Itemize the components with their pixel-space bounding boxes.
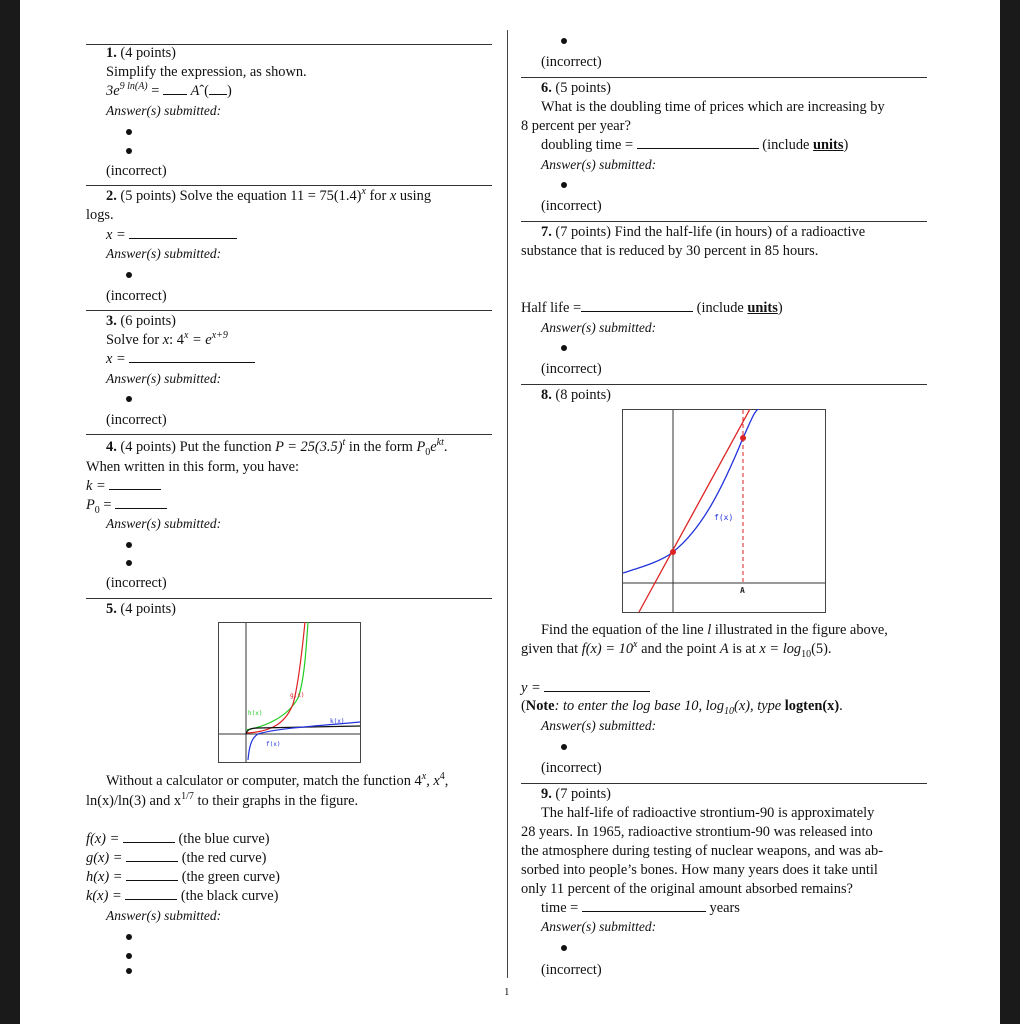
q4-status: (incorrect) <box>106 575 167 591</box>
q2-prompt-cont: logs. <box>86 207 114 223</box>
q3-header: 3. (6 points) <box>106 313 176 329</box>
q5-label-h: h(x) <box>248 710 263 717</box>
q9-answers-label: Answer(s) submitted: <box>541 919 657 934</box>
q5-prompt-line2: ln(x)/ln(3) and $x^{1/7}$ to their graphs in the figure. <box>86 791 359 809</box>
q5-h-blank[interactable] <box>126 868 178 881</box>
q1-bullet-2 <box>126 148 132 154</box>
q3-prompt: Solve for x: $4^x = e^{x+9}$ <box>106 330 228 348</box>
q6-prompt-line1: What is the doubling time of prices which are increasing by <box>541 99 885 115</box>
q5-function-graph <box>218 622 361 763</box>
q5-bullet-1 <box>126 934 132 940</box>
q5-label-f: f(x) <box>266 741 281 748</box>
q1-prompt: Simplify the expression, as shown. <box>106 64 307 80</box>
q5-row-h: h(x) = (the green curve) <box>86 869 280 885</box>
q8-prompt-line1: Find the equation of the line l illustrated in the figure above, <box>541 622 888 638</box>
q8-point-intercept <box>670 549 676 555</box>
q8-answers-label: Answer(s) submitted: <box>541 718 657 733</box>
q4-p0-row: $P_0$ = <box>86 496 167 515</box>
q5-f-blank[interactable] <box>123 830 175 843</box>
q8-answer-blank[interactable] <box>544 679 650 692</box>
q3-answer-blank[interactable] <box>129 350 255 363</box>
q9-top-rule <box>521 783 927 784</box>
q8-status: (incorrect) <box>541 760 602 776</box>
q4-bullet-2 <box>126 560 132 566</box>
q8-bullet-1 <box>561 744 567 750</box>
q5-row-g: g(x) = (the red curve) <box>86 850 267 866</box>
q6-bullet-1 <box>561 182 567 188</box>
q9-prompt-line3: the atmosphere during testing of nuclear weapons, and was ab- <box>521 843 884 859</box>
q5-g-blank[interactable] <box>126 849 178 862</box>
q4-top-rule <box>86 434 492 435</box>
q1-exponent-blank[interactable] <box>209 82 227 95</box>
q5-prompt-line1: Without a calculator or computer, match the function 4$^x$, $x^4$, <box>106 771 449 789</box>
q6-answer-blank[interactable] <box>637 136 759 149</box>
page-number: 1 <box>504 986 510 998</box>
q8-graph-frame <box>623 410 826 613</box>
q4-k-blank[interactable] <box>109 477 161 490</box>
q5-status: (incorrect) <box>541 54 602 70</box>
q5-bullet-3 <box>126 968 132 974</box>
q5-label-k: k(x) <box>330 718 345 725</box>
q5-row-k: k(x) = (the black curve) <box>86 888 279 904</box>
q8-prompt-line2: given that $f(x) = 10^x$ and the point A is at $x = \log_{10}(5)$. <box>521 639 832 660</box>
q5-cont-bullet <box>561 38 567 44</box>
q9-answer-blank[interactable] <box>582 899 706 912</box>
q2-status: (incorrect) <box>106 288 167 304</box>
q7-status: (incorrect) <box>541 361 602 377</box>
column-divider <box>507 30 508 978</box>
q7-prompt-line2: substance that is reduced by 30 percent in 85 hours. <box>521 243 819 259</box>
q9-answer-row: time = years <box>541 900 740 916</box>
q3-bullet-1 <box>126 396 132 402</box>
q3-answer-row: x = <box>106 350 255 369</box>
q9-header: 9. (7 points) <box>541 786 611 802</box>
q6-status: (incorrect) <box>541 198 602 214</box>
q9-status: (incorrect) <box>541 962 602 978</box>
q7-answer-blank[interactable] <box>581 299 693 312</box>
q4-answers-label: Answer(s) submitted: <box>106 516 222 531</box>
q4-bullet-1 <box>126 542 132 548</box>
q5-row-f: f(x) = (the blue curve) <box>86 831 270 847</box>
q1-header: 1. (4 points) <box>106 45 176 61</box>
q8-label-a: A <box>740 586 745 595</box>
q7-top-rule <box>521 221 927 222</box>
q1-answers-label: Answer(s) submitted: <box>106 103 222 118</box>
q9-prompt-line4: sorbed into people’s bones. How many years does it take until <box>521 862 878 878</box>
q6-answers-label: Answer(s) submitted: <box>541 157 657 172</box>
q7-answers-label: Answer(s) submitted: <box>541 320 657 335</box>
q9-prompt-line5: only 11 percent of the original amount absorbed remains? <box>521 881 853 897</box>
q2-answer-row: x = <box>106 226 237 245</box>
q3-status: (incorrect) <box>106 412 167 428</box>
q2-answers-label: Answer(s) submitted: <box>106 246 222 261</box>
q5-top-rule <box>86 598 492 599</box>
q2-top-rule <box>86 185 492 186</box>
q2-bullet-1 <box>126 272 132 278</box>
q6-prompt-line2: 8 percent per year? <box>521 118 631 134</box>
q8-note: (Note: to enter the log base 10, $\log_{10}(x)$, type logten(x). <box>521 698 843 717</box>
q8-answer-row: y = <box>521 679 650 698</box>
q6-answer-row: doubling time = (include units) <box>541 137 849 153</box>
q6-top-rule <box>521 77 927 78</box>
q5-bullet-2 <box>126 953 132 959</box>
q5-k-blank[interactable] <box>125 887 177 900</box>
q4-p0-blank[interactable] <box>115 496 167 509</box>
q4-k-row: k = <box>86 477 161 496</box>
q8-point-a <box>740 435 746 441</box>
q2-header: 2. (5 points) Solve the equation $11 = 75(1.4)^x$ for x using <box>106 186 432 204</box>
q5-answers-label: Answer(s) submitted: <box>106 908 222 923</box>
q8-top-rule <box>521 384 927 385</box>
q1-status: (incorrect) <box>106 163 167 179</box>
q1-bullet-1 <box>126 129 132 135</box>
q7-answer-row: Half life = (include units) <box>521 300 783 316</box>
q3-top-rule <box>86 310 492 311</box>
q2-answer-blank[interactable] <box>129 226 237 239</box>
q8-label-f: f(x) <box>714 513 734 522</box>
q9-bullet-1 <box>561 945 567 951</box>
q1-coefficient-blank[interactable] <box>163 82 187 95</box>
q4-prompt-cont: When written in this form, you have: <box>86 459 300 475</box>
q4-header: 4. (4 points) Put the function $P = 25(3.5)^t$ in the form $P_0e^{kt}$. <box>106 437 448 458</box>
q6-header: 6. (5 points) <box>541 80 611 96</box>
q1-expression: $3e^{9 ln(A)}$ = Aˆ( ) <box>106 81 232 99</box>
q5-label-g: g(x) <box>290 692 305 699</box>
q5-header: 5. (4 points) <box>106 601 176 617</box>
q8-line-graph <box>622 409 826 613</box>
document-page <box>20 0 1000 1024</box>
q7-header: 7. (7 points) Find the half-life (in hours) of a radioactive <box>541 224 866 240</box>
q7-bullet-1 <box>561 345 567 351</box>
q9-prompt-line2: 28 years. In 1965, radioactive strontium-90 was released into <box>521 824 873 840</box>
q3-answers-label: Answer(s) submitted: <box>106 371 222 386</box>
q9-prompt-line1: The half-life of radioactive strontium-90 is approximately <box>541 805 875 821</box>
q8-header: 8. (8 points) <box>541 387 611 403</box>
